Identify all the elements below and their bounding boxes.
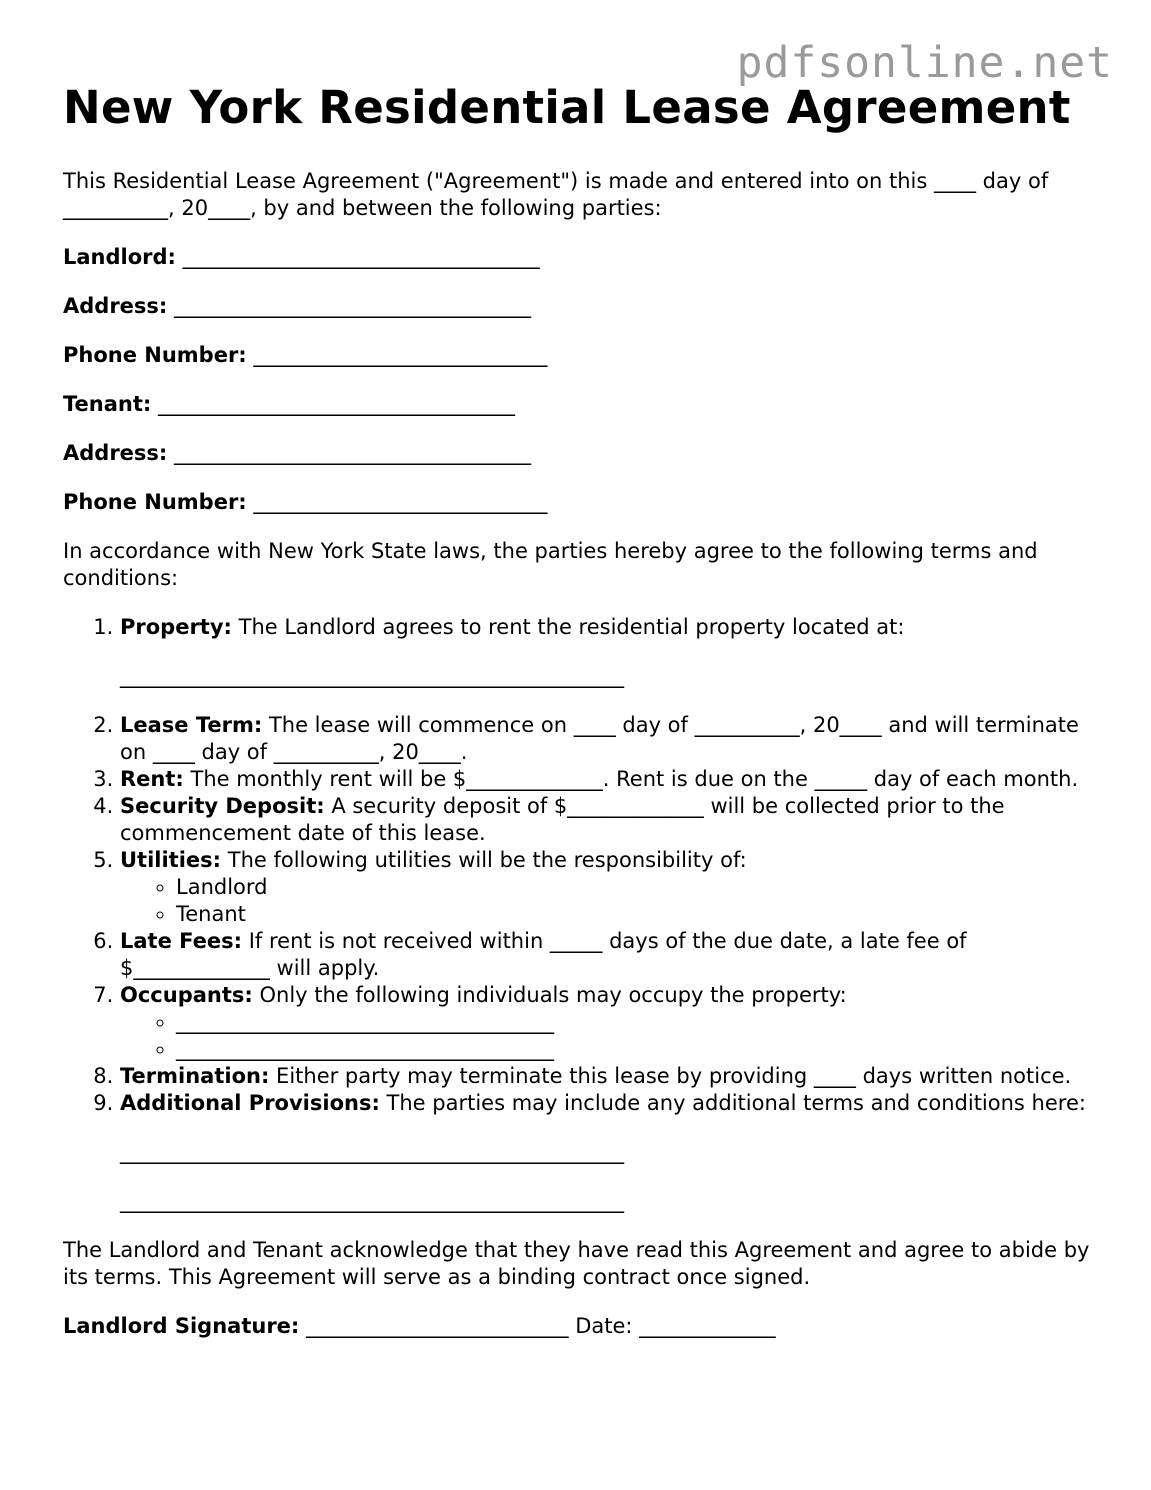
additional-provision-blank[interactable]: ________________________________________________ bbox=[120, 1140, 624, 1164]
term-text: Either party may terminate this lease by providing ____ days written notice. bbox=[276, 1064, 1072, 1088]
term-label: Additional Provisions: bbox=[120, 1091, 380, 1115]
occupant-blank[interactable]: ◦ ____________________________________ bbox=[176, 1009, 1093, 1036]
term-label: Late Fees: bbox=[120, 929, 243, 953]
closing-paragraph: The Landlord and Tenant acknowledge that they have read this Agreement and agree to abide by its terms. This Agreement will serve as a binding contract once signed. bbox=[63, 1238, 1090, 1289]
term-label: Occupants: bbox=[120, 983, 253, 1007]
term-text: If rent is not received within _____ days of the due date, a late fee of $_____________ will apply. bbox=[120, 929, 967, 980]
landlord-blank[interactable]: __________________________________ bbox=[182, 245, 540, 269]
field-label: Phone Number: bbox=[63, 490, 247, 514]
utilities-option-tenant[interactable]: ◦ Tenant bbox=[176, 901, 1093, 928]
occupants-list bbox=[120, 1009, 1093, 1063]
date-label: Date: bbox=[575, 1314, 633, 1338]
occupant-blank[interactable]: ◦ ____________________________________ bbox=[176, 1036, 1093, 1063]
tenant-phone-blank[interactable]: ____________________________ bbox=[253, 490, 548, 514]
landlord-phone-field bbox=[63, 342, 1093, 369]
term-termination bbox=[120, 1063, 1093, 1090]
term-lease-term bbox=[120, 712, 1093, 766]
date-blank[interactable]: _____________ bbox=[639, 1314, 776, 1338]
tenant-phone-field bbox=[63, 489, 1093, 516]
term-label: Lease Term: bbox=[120, 713, 263, 737]
term-text: The parties may include any additional terms and conditions here: bbox=[386, 1091, 1086, 1115]
utilities-options bbox=[120, 874, 1093, 928]
document-page bbox=[63, 80, 1093, 1340]
tenant-address-field bbox=[63, 440, 1093, 467]
field-label: Tenant: bbox=[63, 392, 152, 416]
tenant-field bbox=[63, 391, 1093, 418]
term-text: The Landlord agrees to rent the residential property located at: bbox=[238, 615, 905, 639]
term-utilities bbox=[120, 847, 1093, 928]
terms-list bbox=[63, 614, 1093, 1215]
terms-intro: In accordance with New York State laws, the parties hereby agree to the following terms and conditions: bbox=[63, 539, 1038, 590]
additional-provision-blank[interactable]: ________________________________________________ bbox=[120, 1189, 624, 1213]
intro-paragraph: This Residential Lease Agreement ("Agreement") is made and entered into on this ____ day of __________, 20____, by and between the following parties: bbox=[63, 169, 1049, 220]
landlord-field bbox=[63, 244, 1093, 271]
term-late-fees bbox=[120, 928, 1093, 982]
field-label: Address: bbox=[63, 441, 168, 465]
landlord-phone-blank[interactable]: ____________________________ bbox=[253, 343, 548, 367]
signature-label: Landlord Signature: bbox=[63, 1314, 300, 1338]
term-text: A security deposit of $_____________ will be collected prior to the commencement date of this lease. bbox=[120, 794, 1005, 845]
tenant-blank[interactable]: __________________________________ bbox=[157, 392, 515, 416]
tenant-address-blank[interactable]: __________________________________ bbox=[174, 441, 532, 465]
landlord-address-field bbox=[63, 293, 1093, 320]
term-label: Termination: bbox=[120, 1064, 270, 1088]
term-additional-provisions bbox=[120, 1090, 1093, 1215]
watermark: pdfsonline.net bbox=[736, 38, 1113, 88]
term-label: Utilities: bbox=[120, 848, 222, 872]
term-rent bbox=[120, 766, 1093, 793]
field-label: Phone Number: bbox=[63, 343, 247, 367]
term-label: Rent: bbox=[120, 767, 184, 791]
term-label: Property: bbox=[120, 615, 232, 639]
term-text: The lease will commence on ____ day of __________, 20____ and will terminate on ____ day of __________, 20____. bbox=[120, 713, 1079, 764]
term-security-deposit bbox=[120, 793, 1093, 847]
term-text: Only the following individuals may occupy the property: bbox=[259, 983, 847, 1007]
term-occupants bbox=[120, 982, 1093, 1063]
term-text: The following utilities will be the responsibility of: bbox=[227, 848, 747, 872]
term-property bbox=[120, 614, 1093, 690]
document-title: New York Residential Lease Agreement bbox=[63, 81, 1071, 134]
landlord-address-blank[interactable]: __________________________________ bbox=[174, 294, 532, 318]
landlord-signature-line bbox=[63, 1313, 1093, 1340]
term-label: Security Deposit: bbox=[120, 794, 325, 818]
field-label: Address: bbox=[63, 294, 168, 318]
signature-blank[interactable]: _________________________ bbox=[306, 1314, 569, 1338]
field-label: Landlord: bbox=[63, 245, 176, 269]
term-text: The monthly rent will be $_____________. Rent is due on the _____ day of each month. bbox=[190, 767, 1079, 791]
utilities-option-landlord[interactable]: ◦ Landlord bbox=[176, 874, 1093, 901]
property-address-blank[interactable]: ________________________________________________ bbox=[120, 664, 624, 688]
